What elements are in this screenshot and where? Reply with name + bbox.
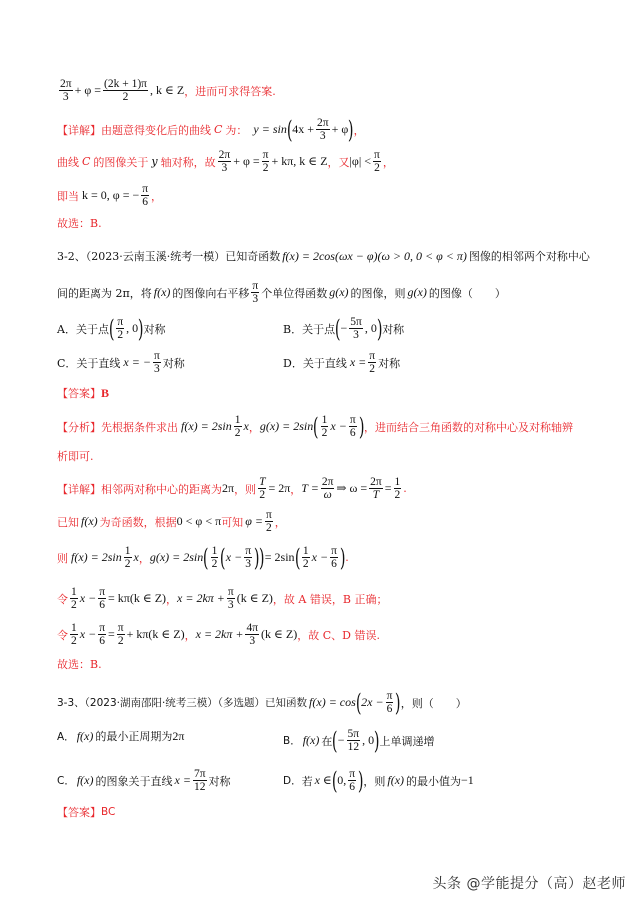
q32-analysis-cont: 析即可. <box>57 450 94 463</box>
q32-analysis: 【分析】 先根据条件求出 f(x) = 2sin $\frac{1}{2}$ x ， g(x) = 2sin ( $\frac{1}{2}$ x − $\frac{\pi}{6}$ ) ，进而结合三角函数的对称中心及对称轴辨 <box>57 412 574 441</box>
q33-option-b[interactable]: B． f(x) 在 ( − $\frac{5\pi}{12}$ , 0 ) 上单调递增 <box>283 726 435 755</box>
watermark: 头条 @学能提分（高）赵老师 <box>432 876 626 892</box>
fraction: $\frac{2\pi}{3}$ <box>60 78 72 104</box>
q33-header: 3-3、（2023·湖南邵阳·统考三模）（多选题）已知函数 f(x) = cos ( 2x − $\frac{\pi}{6}$ ) ，则（ ） <box>57 688 467 717</box>
prev-solution-choose: 故选：B. <box>57 217 102 230</box>
q33-option-d[interactable]: D． 若 x ∈ ( 0, $\frac{\pi}{6}$ ) ，则 f(x) 的最小值为 −1 <box>283 766 474 795</box>
q32-then-line: 则 f(x) = 2sin $\frac{1}{2}$ x ， g(x) = 2sin ( $\frac{1}{2}$ ( x − $\frac{\pi}{3}$ ) ) = 2sin ( $\frac{1}{2}$ x − $\frac{\pi}{6}$ ) . <box>57 543 349 572</box>
q32-option-c[interactable]: C．关于直线 x = − $\frac{\pi}{3}$ 对称 <box>57 350 185 376</box>
q33-option-c[interactable]: C． f(x) 的图象关于直线 x = $\frac{7\pi}{12}$ 对称 <box>57 768 231 794</box>
q32-line-2: 间的距离为 2π，将 f(x) 的图像向右平移 $\frac{\pi}{3}$ 个单位得函数 g(x) 的图像，则 g(x) 的图像（ ） <box>57 280 506 306</box>
fraction: $\frac{(2k + 1)\pi}{2}$ <box>104 78 147 104</box>
q32-detail: 【详解】 相邻两对称中心的距离为 2π ，则 $\frac{T}{2}$ = 2π ， T = $\frac{2\pi}{\omega}$ ⇒ ω = $\frac{2\pi}{T}$ = $\frac{1}{2}$ . <box>57 476 407 502</box>
q32-option-a[interactable]: A．关于点 ( $\frac{\pi}{2}$ , 0 ) 对称 <box>57 314 166 343</box>
q32-choose: 故选：B. <box>57 658 102 671</box>
prev-solution-line-3: 曲线 C 的图像关于 y 轴对称，故 $\frac{2\pi}{3}$ + φ = $\frac{\pi}{2}$ + kπ, k ∈ Z ，又 |φ| < $\frac{\pi}{2}$ ， <box>57 149 394 175</box>
q32-odd-line: 已知 f(x) 为奇函数，根据 0 < φ < π 可知 φ = $\frac{\pi}{2}$ ， <box>57 509 286 535</box>
q32-header: 3-2、（2023·云南玉溪·统考一模）已知奇函数 f(x) = 2cos(ωx − φ)(ω > 0, 0 < φ < π) 图像的相邻两个对称中心 <box>57 248 590 263</box>
q33-option-a[interactable]: A． f(x) 的最小正周期为 2π <box>57 728 185 743</box>
q33-answer: 【答案】 BC <box>57 806 116 819</box>
prev-solution-line-1: $\frac{2\pi}{3}$ + φ = $\frac{(2k + 1)\pi}{2}$ , k ∈ Z ，进而可求得答案. <box>60 78 276 104</box>
q32-option-b[interactable]: B．关于点 ( − $\frac{5\pi}{3}$ , 0 ) 对称 <box>283 314 405 343</box>
q32-let-1: 令 $\frac{1}{2}$ x − $\frac{\pi}{6}$ = kπ(k ∈ Z) ， x = 2kπ + $\frac{\pi}{3}$ (k ∈ Z) ，故 A 错误，B 正确； <box>57 586 388 612</box>
detail-label: 【详解】 <box>57 123 101 137</box>
q32-let-2: 令 $\frac{1}{2}$ x − $\frac{\pi}{6}$ = $\frac{\pi}{2}$ + kπ(k ∈ Z) ， x = 2kπ + $\frac{4\pi}{3}$ (k ∈ Z) ，故 C、D 错误. <box>57 622 380 648</box>
q32-option-d[interactable]: D．关于直线 x = $\frac{\pi}{2}$ 对称 <box>283 350 401 376</box>
prev-solution-detail: 【详解】 由题意得变化后的曲线 C 为： y = sin ( 4x + $\frac{2\pi}{3}$ + φ ) ， <box>57 115 365 144</box>
q32-answer: 【答案】 B <box>57 385 110 400</box>
prev-solution-line-4: 即当 k = 0, φ = − $\frac{\pi}{6}$ ， <box>57 183 163 209</box>
